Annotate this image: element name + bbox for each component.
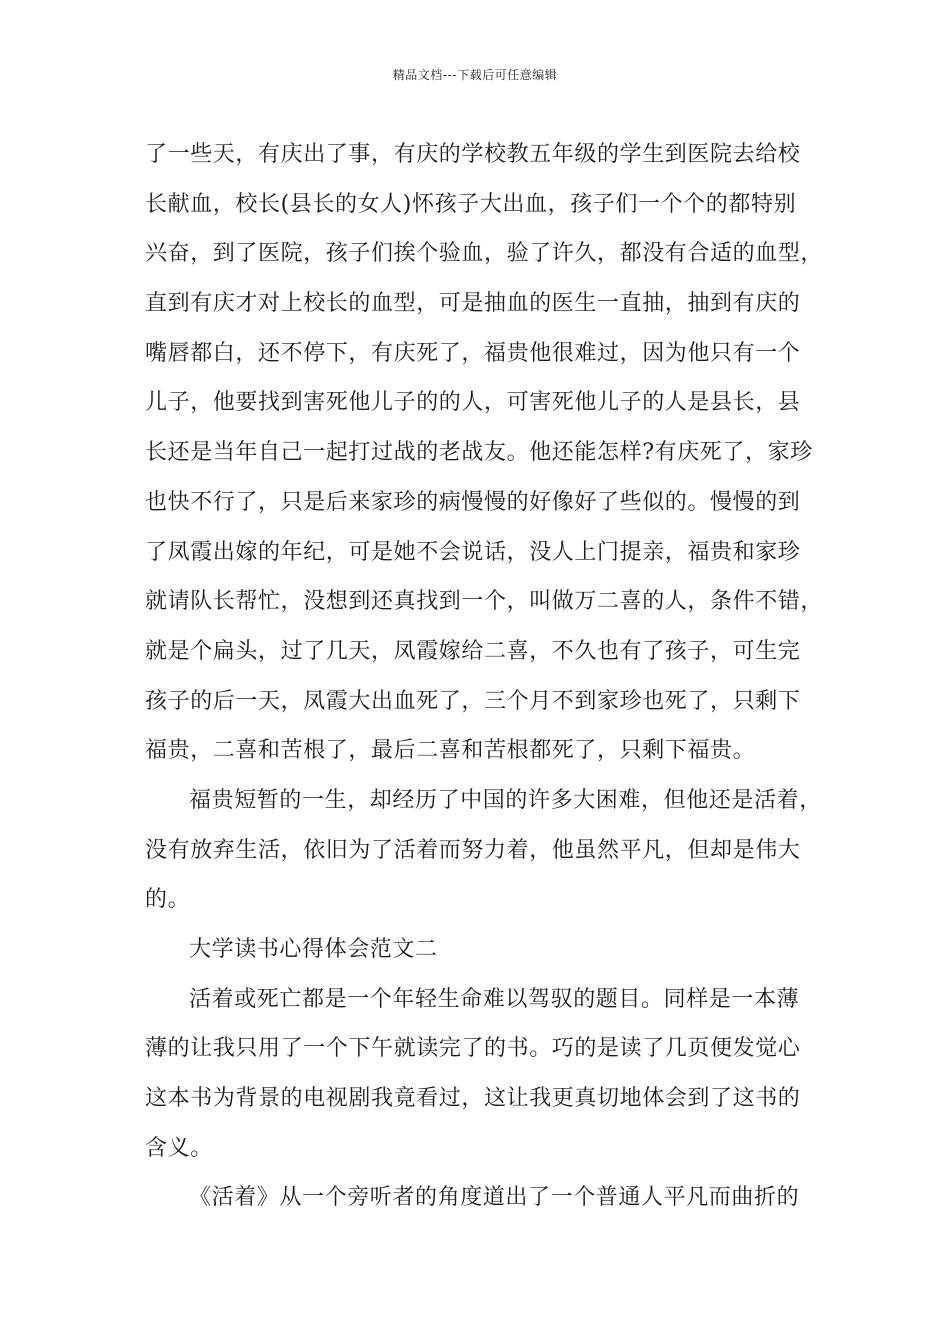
text-line: 活着或死亡都是一个年轻生命难以驾驭的题目。同样是一本薄 xyxy=(189,986,800,1012)
text-line: 含义。 xyxy=(145,1135,213,1161)
text-line: 这本书为背景的电视剧我竟看过，这让我更真切地体会到了这书的 xyxy=(145,1086,801,1112)
text-line: 就是个扁头，过了几天，凤霞嫁给二喜，不久也有了孩子，可生完 xyxy=(145,638,801,664)
text-line: 也快不行了，只是后来家珍的病慢慢的好像好了些似的。慢慢的到 xyxy=(145,489,801,515)
text-line: 没有放弃生活，依旧为了活着而努力着，他虽然平凡，但却是伟大 xyxy=(145,837,801,863)
text-line: 嘴唇都白，还不停下，有庆死了，福贵他很难过，因为他只有一个 xyxy=(145,340,801,366)
text-line: 儿子，他要找到害死他儿子的的人，可害死他儿子的人是县长，县 xyxy=(145,390,801,416)
body-text xyxy=(145,130,825,1223)
text-line: 长献血，校长(县长的女人)怀孩子大出血，孩子们一个个的都特别 xyxy=(145,191,797,217)
text-line: 直到有庆才对上校长的血型，可是抽血的医生一直抽，抽到有庆的 xyxy=(145,291,801,317)
text-line: 《活着》从一个旁听者的角度道出了一个普通人平凡而曲折的 xyxy=(189,1185,800,1211)
section-heading: 大学读书心得体会范文二 xyxy=(189,937,438,962)
text-line: 兴奋，到了医院，孩子们挨个验血，验了许久，都没有合适的血型， xyxy=(145,241,824,267)
text-line: 就请队长帮忙，没想到还真找到一个，叫做万二喜的人，条件不错， xyxy=(145,589,824,615)
text-line: 孩子的后一天，凤霞大出血死了，三个月不到家珍也死了，只剩下 xyxy=(145,688,801,714)
text-line: 了凤霞出嫁的年纪，可是她不会说话，没人上门提亲，福贵和家珍 xyxy=(145,539,801,565)
text-line: 福贵，二喜和苦根了，最后二喜和苦根都死了，只剩下福贵。 xyxy=(145,738,756,764)
text-line: 薄的让我只用了一个下午就读完了的书。巧的是读了几页便发觉心 xyxy=(145,1036,801,1062)
page-header: 精品文档---下载后可任意编辑 xyxy=(392,68,558,82)
text-line: 了一些天，有庆出了事，有庆的学校教五年级的学生到医院去给校 xyxy=(145,142,801,167)
text-line: 的。 xyxy=(145,887,191,913)
text-line: 长还是当年自己一起打过战的老战友。他还能怎样?有庆死了，家珍 xyxy=(145,440,813,466)
text-line: 福贵短暂的一生，却经历了中国的许多大困难，但他还是活着， xyxy=(189,787,822,813)
